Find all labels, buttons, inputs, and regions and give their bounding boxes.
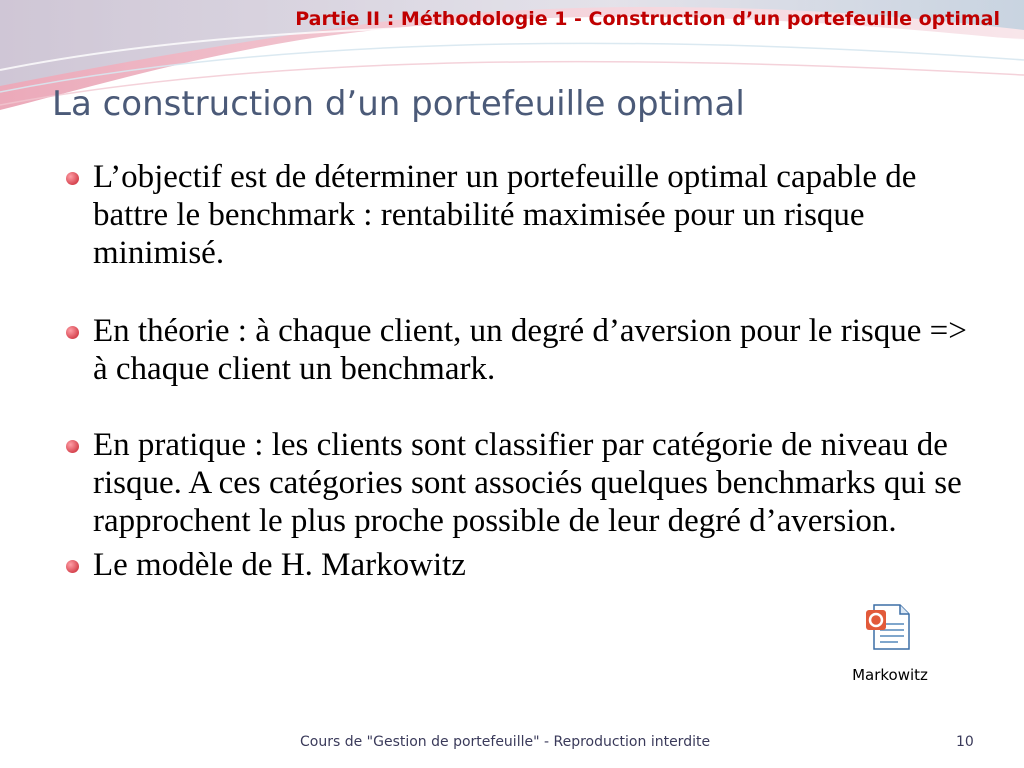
- bullet-dot-icon: [66, 326, 79, 339]
- bullet-text: En pratique : les clients sont classifier par catégorie de niveau de risque. A ces catégories sont associés quelques benchmarks qui se rapprochent le plus proche possible de leur degré d’aversion.: [93, 427, 962, 539]
- bullet-item: [64, 426, 984, 540]
- attachment-label: Markowitz: [852, 666, 928, 684]
- footer-text: Cours de "Gestion de portefeuille" - Reproduction interdite: [300, 734, 711, 750]
- bullet-list: [64, 158, 984, 584]
- page-number: 10: [956, 734, 974, 750]
- bullet-text: Le modèle de H. Markowitz: [93, 547, 466, 583]
- bullet-item: [64, 312, 984, 388]
- bullet-text: En théorie : à chaque client, un degré d’aversion pour le risque => à chaque client un benchmark.: [93, 313, 967, 387]
- slide-title: La construction d’un portefeuille optimal: [52, 84, 745, 124]
- markowitz-attachment[interactable]: [838, 600, 942, 690]
- bullet-text: L’objectif est de déterminer un portefeuille optimal capable de battre le benchmark : rentabilité maximisée pour un risque minimisé.: [93, 159, 917, 271]
- bullet-dot-icon: [66, 440, 79, 453]
- bullet-item: [64, 546, 984, 584]
- document-icon: [864, 602, 914, 652]
- bullet-item: [64, 158, 984, 272]
- bullet-dot-icon: [66, 560, 79, 573]
- bullet-dot-icon: [66, 172, 79, 185]
- section-header: Partie II : Méthodologie 1 - Construction d’un portefeuille optimal: [295, 8, 1000, 30]
